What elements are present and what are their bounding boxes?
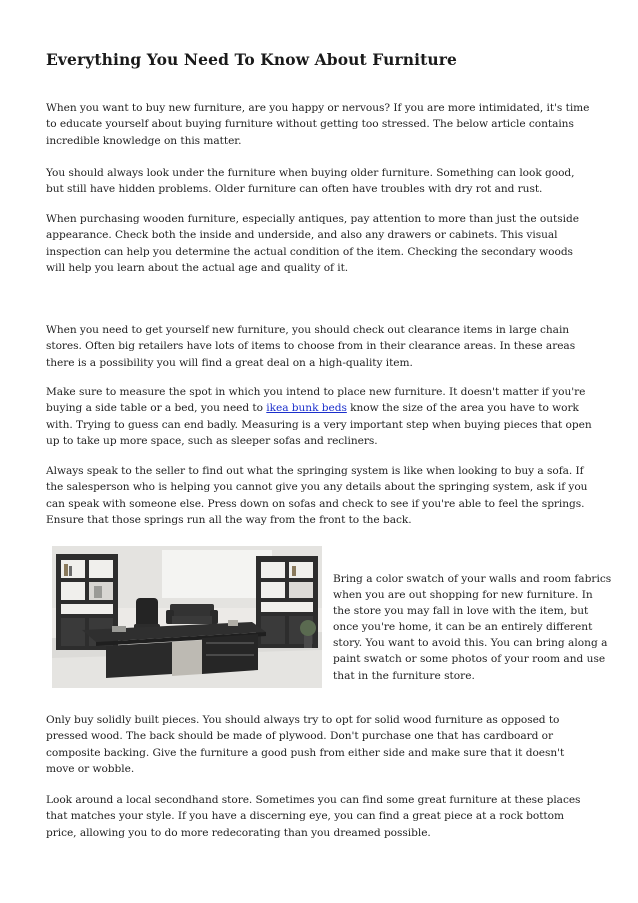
paragraph-secondhand: Look around a local secondhand store. Sometimes you can find some great furniture at these places that matches your style. If you have a discerning eye, you can find a great piece at a rock bottom price, allowing you to do more redecorating than you dreamed possible. [46, 794, 581, 839]
paragraph-springs: Always speak to the seller to find out what the springing system is like when looking to buy a sofa. If the salesperson who is helping you cannot give you any details about the springing system, ask if you can speak with someone else. Press down on sofas and check to see if you're able to feel the springs. Ensure that those springs run all the way from the front to the back. [46, 465, 588, 527]
measure-text-end: know the size of the area you have to work with. Trying to guess can end badly. Measuring is a very important step when buying pieces that open up to take up more space, such as sleeper sofas and recliners. [46, 402, 592, 448]
paragraph-wooden-furniture: When purchasing wooden furniture, especially antiques, pay attention to more than just the outside appearance. Check both the inside and underside, and also any drawers or cabinets. This visual inspection can help you determine the actual condition of the item. Checking the secondary woods will help you learn about the actual age and quality of it. [46, 213, 579, 275]
office-furniture-photo [52, 546, 322, 688]
paragraph-measure [46, 384, 594, 450]
paragraph-solid-pieces: Only buy solidly built pieces. You should always try to opt for solid wood furniture as opposed to pressed wood. The back should be made of plywood. Don't purchase one that has cardboard or composite backing. Give the furniture a good push from either side and make sure that it doesn't move or wobble. [46, 714, 565, 776]
paragraph-intro: When you want to buy new furniture, are you happy or nervous? If you are more intimidated, it's time to educate yourself about buying furniture without getting too stressed. The below article contains incredible knowledge on this matter. [46, 102, 590, 147]
paragraph-clearance: When you need to get yourself new furniture, you should check out clearance items in large chain stores. Often big retailers have lots of items to choose from in their clearance areas. In these areas there is a possibility you will find a great deal on a high-quality item. [46, 324, 576, 369]
ikea-bunk-beds-link[interactable]: ikea bunk beds [266, 402, 347, 415]
paragraph-color-swatch: Bring a color swatch of your walls and room fabrics when you are out shopping for new furniture. In the store you may fall in love with the item, but once you're home, it can be an entirely different story. You want to avoid this. You can bring along a paint swatch or some photos of your room and use that in the furniture store. [333, 573, 612, 682]
measure-text-start: Make sure to measure the spot in which you intend to place new furniture. It doesn't matter if you're buying a side table or a bed, you need to [46, 386, 586, 415]
page-title: Everything You Need To Know About Furniture [46, 50, 457, 69]
paragraph-look-under: You should always look under the furniture when buying older furniture. Something can look good, but still have hidden problems. Older furniture can often have troubles with dry rot and rust. [46, 167, 575, 196]
